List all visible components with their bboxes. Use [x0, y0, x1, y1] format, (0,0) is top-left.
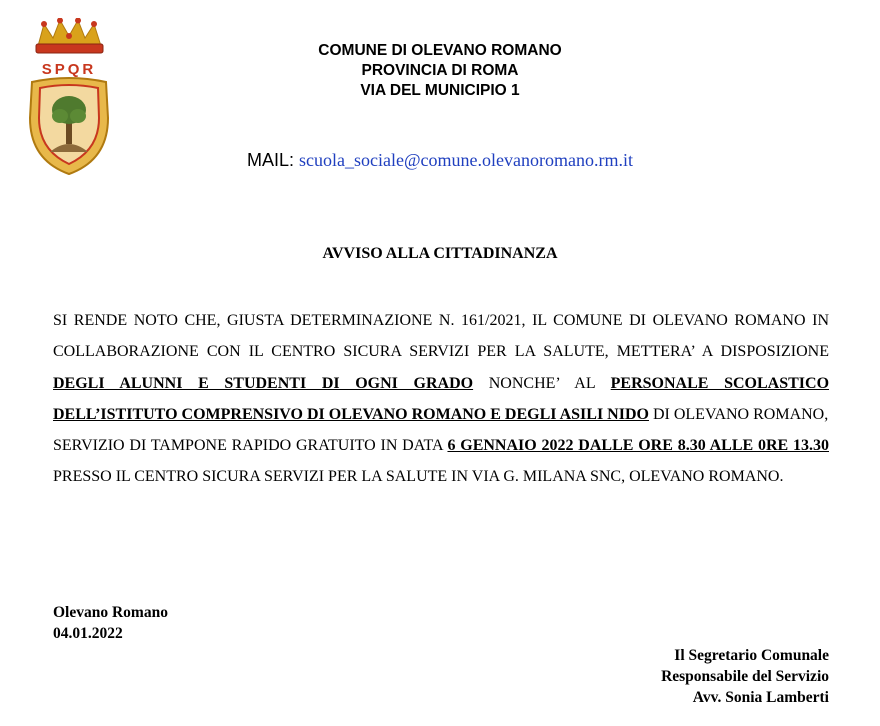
text-segment: PRESSO IL CENTRO SICURA SERVIZI PER LA SALUTE IN VIA G. MILANA SNC, OLEVANO ROMANO. — [53, 468, 784, 486]
province-name: PROVINCIA DI ROMA — [361, 62, 519, 79]
signature-name: Avv. Sonia Lamberti — [692, 689, 829, 706]
spqr-text: SPQR — [41, 61, 97, 78]
text-segment: SERVIZIO DI TAMPONE RAPIDO GRATUITO IN DATA — [53, 437, 448, 455]
highlight-date-time: 6 GENNAIO 2022 DALLE ORE 8.30 ALLE 0RE 13.30 — [447, 437, 829, 455]
mail-label: MAIL: — [247, 150, 300, 170]
text-segment: DI OLEVANO ROMANO, — [648, 405, 829, 423]
municipality-address: VIA DEL MUNICIPIO 1 — [360, 82, 520, 99]
notice-paragraph-2 — [53, 430, 829, 493]
highlight-students: DEGLI ALUNNI E STUDENTI DI OGNI GRADO — [53, 374, 474, 392]
mail-address-link[interactable]: scuola_sociale@comune.olevanoromano.rm.it — [299, 150, 633, 170]
text-segment: NONCHE’ AL — [473, 374, 611, 392]
highlight-school-staff: PERSONALE SCOLASTICO DELL’ISTITUTO COMPRENSIVO DI OLEVANO ROMANO E DEGLI ASILI NIDO — [53, 374, 830, 423]
text-segment: SI RENDE NOTO CHE, GIUSTA DETERMINAZIONE N. 161/2021, IL COMUNE DI OLEVANO ROMANO IN COLLABORAZIONE CON IL CENTRO SICURA SERVIZI PER LA SALUTE, METTERA’ A DISPOSIZIONE — [53, 312, 829, 361]
notice-body — [53, 305, 829, 493]
signature-office: Responsabile del Servizio — [661, 668, 829, 685]
notice-paragraph-1 — [53, 305, 829, 430]
place-and-date — [53, 602, 168, 644]
signature-block — [661, 645, 829, 708]
place-date: 04.01.2022 — [53, 625, 123, 642]
signature-role: Il Segretario Comunale — [674, 647, 829, 664]
municipality-name: COMUNE DI OLEVANO ROMANO — [318, 42, 562, 59]
municipal-crest-logo — [22, 18, 117, 178]
place-city: Olevano Romano — [53, 604, 168, 621]
notice-title: AVVISO ALLA CITTADINANZA — [322, 245, 558, 262]
mail-line — [247, 150, 633, 171]
